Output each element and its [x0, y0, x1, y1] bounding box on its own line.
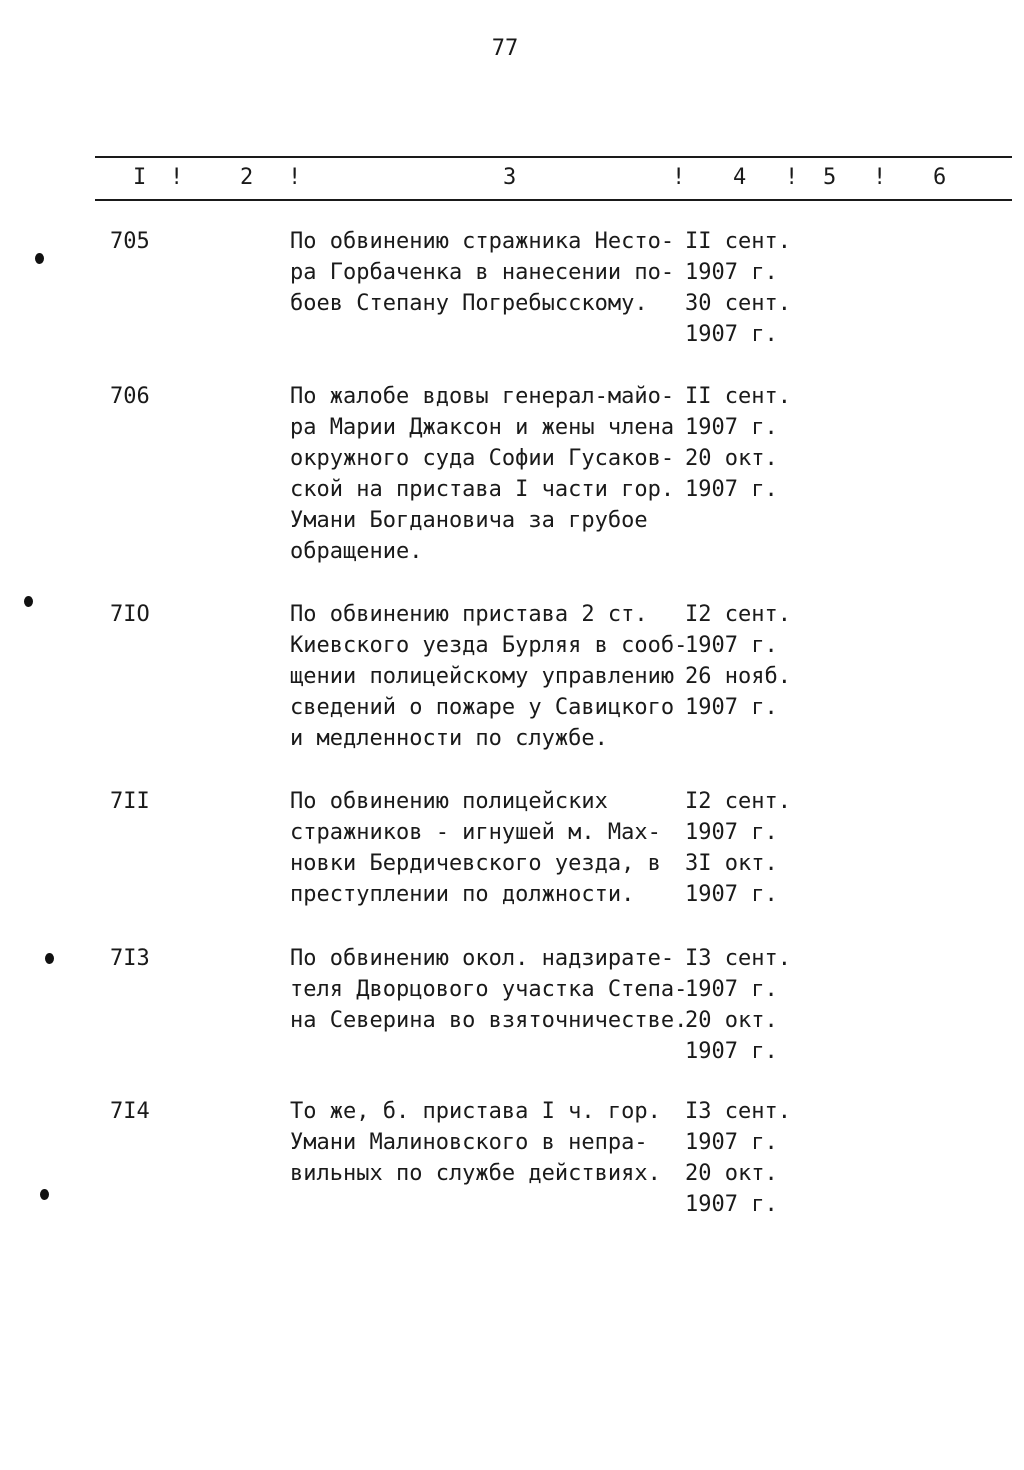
- date-day-month: 20 окт.: [685, 446, 778, 471]
- column-header-1: I: [133, 165, 147, 190]
- entry-dates: [685, 943, 791, 1067]
- column-header-5: 5: [823, 165, 837, 190]
- date-year: 1907 г.: [685, 1192, 778, 1217]
- entry-number: 706: [110, 384, 150, 409]
- date-day-month: II сент.: [685, 384, 791, 409]
- date-day-month: 26 нояб.: [685, 664, 791, 689]
- date-year: 1907 г.: [685, 477, 778, 502]
- column-separator: !: [873, 165, 887, 190]
- description-line: щении полицейскому управлению: [290, 664, 675, 689]
- date-day-month: 20 окт.: [685, 1161, 778, 1186]
- page-number: 77: [491, 36, 519, 61]
- description-line: По обвинению стражника Несто-: [290, 229, 675, 254]
- date-year: 1907 г.: [685, 322, 778, 347]
- entry-number: 7I4: [110, 1099, 150, 1124]
- column-header-2: 2: [240, 165, 254, 190]
- binder-hole-mark: [24, 596, 33, 607]
- header-bottom-rule: [95, 199, 1012, 201]
- date-year: 1907 г.: [685, 260, 778, 285]
- description-line: обращение.: [290, 539, 423, 564]
- description-line: Умани Малиновского в непра-: [290, 1130, 648, 1155]
- description-line: на Северина во взяточничестве.: [290, 1008, 688, 1033]
- date-year: 1907 г.: [685, 977, 778, 1002]
- description-line: По обвинению пристава 2 ст.: [290, 602, 648, 627]
- description-line: вильных по службе действиях.: [290, 1161, 661, 1186]
- description-line: преступлении по должности.: [290, 882, 635, 907]
- column-header-6: 6: [933, 165, 947, 190]
- date-year: 1907 г.: [685, 820, 778, 845]
- entry-number: 7IO: [110, 602, 150, 627]
- entry-description: [290, 786, 690, 910]
- entry-number: 705: [110, 229, 150, 254]
- entry-dates: [685, 599, 791, 723]
- entry-number: 7II: [110, 789, 150, 814]
- entry-dates: [685, 1096, 791, 1220]
- binder-hole-mark: [45, 953, 54, 964]
- description-line: ра Марии Джаксон и жены члена: [290, 415, 675, 440]
- column-separator: !: [170, 165, 184, 190]
- description-line: То же, б. пристава I ч. гор.: [290, 1099, 661, 1124]
- column-separator: !: [785, 165, 799, 190]
- description-line: стражников - игнушей м. Мах-: [290, 820, 661, 845]
- description-line: По обвинению окол. надзирате-: [290, 946, 675, 971]
- entry-number: 7I3: [110, 946, 150, 971]
- date-year: 1907 г.: [685, 695, 778, 720]
- entry-description: [290, 599, 690, 754]
- column-separator: !: [672, 165, 686, 190]
- date-day-month: 30 сент.: [685, 291, 791, 316]
- header-top-rule: [95, 156, 1012, 158]
- date-day-month: 20 окт.: [685, 1008, 778, 1033]
- entry-dates: [685, 226, 791, 350]
- description-line: Киевского уезда Бурляя в сооб-: [290, 633, 688, 658]
- entry-description: [290, 943, 690, 1036]
- description-line: ской на пристава I части гор.: [290, 477, 675, 502]
- description-line: окружного суда Софии Гусаков-: [290, 446, 675, 471]
- date-year: 1907 г.: [685, 1039, 778, 1064]
- date-year: 1907 г.: [685, 882, 778, 907]
- date-day-month: II сент.: [685, 229, 791, 254]
- column-separator: !: [288, 165, 302, 190]
- description-line: новки Бердичевского уезда, в: [290, 851, 661, 876]
- date-day-month: I2 сент.: [685, 602, 791, 627]
- date-day-month: I3 сент.: [685, 1099, 791, 1124]
- description-line: Умани Богдановича за грубое: [290, 508, 648, 533]
- entry-description: [290, 1096, 690, 1189]
- date-year: 1907 г.: [685, 1130, 778, 1155]
- description-line: По обвинению полицейских: [290, 789, 608, 814]
- column-header-4: 4: [733, 165, 747, 190]
- date-year: 1907 г.: [685, 415, 778, 440]
- entry-description: [290, 226, 690, 319]
- column-header-3: 3: [503, 165, 517, 190]
- description-line: и медленности по службе.: [290, 726, 608, 751]
- date-day-month: I2 сент.: [685, 789, 791, 814]
- description-line: теля Дворцового участка Степа-: [290, 977, 688, 1002]
- description-line: сведений о пожаре у Савицкого: [290, 695, 675, 720]
- binder-hole-mark: [35, 253, 44, 264]
- binder-hole-mark: [40, 1189, 49, 1200]
- date-year: 1907 г.: [685, 633, 778, 658]
- date-day-month: I3 сент.: [685, 946, 791, 971]
- description-line: боев Степану Погребысскому.: [290, 291, 648, 316]
- description-line: ра Горбаченка в нанесении по-: [290, 260, 675, 285]
- entry-dates: [685, 381, 791, 505]
- description-line: По жалобе вдовы генерал-майо-: [290, 384, 675, 409]
- entry-description: [290, 381, 690, 567]
- date-day-month: 3I окт.: [685, 851, 778, 876]
- entry-dates: [685, 786, 791, 910]
